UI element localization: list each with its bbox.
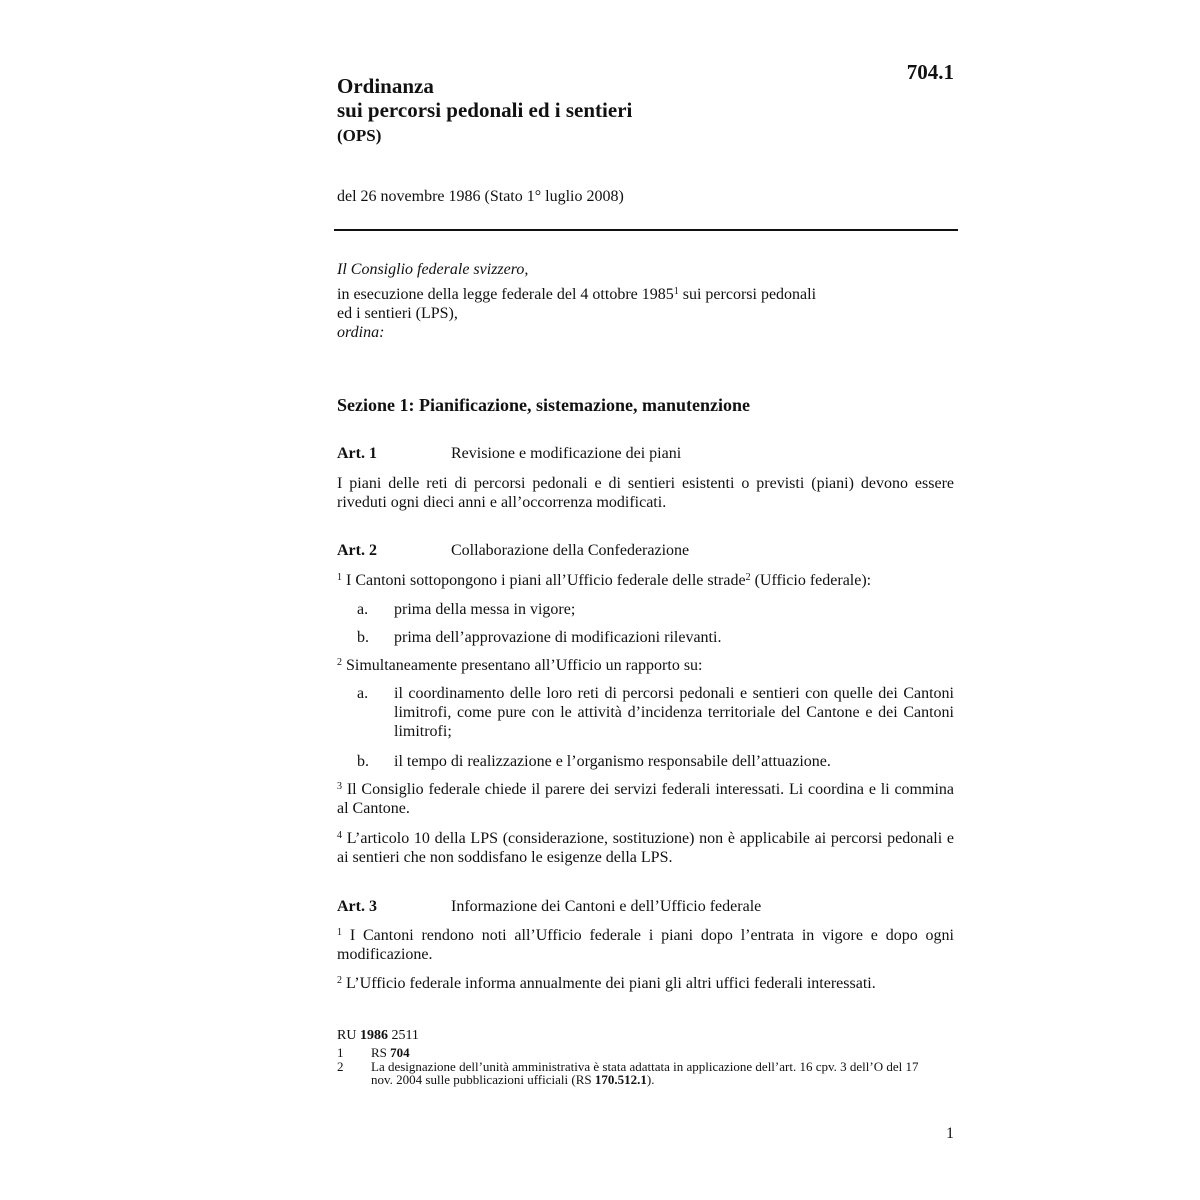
footnote-bold-ref: 170.512.1 — [594, 1072, 647, 1087]
art2-paragraph-1 — [337, 571, 954, 590]
art1-title: Revisione e modificazione dei piani — [451, 445, 682, 462]
art3-heading — [337, 898, 761, 916]
list-item — [357, 600, 954, 619]
preamble-basis — [337, 285, 897, 304]
art2-paragraph-4 — [337, 829, 954, 867]
art2-p3-text: Il Consiglio federale chiede il parere dei servizi federali interessati. Li coordina e li commina al Cantone. — [337, 781, 954, 817]
ru-prefix: RU — [337, 1028, 360, 1043]
preamble-basis-text: in esecuzione della legge federale del 4 ottobre 1985 — [337, 286, 674, 303]
paragraph-number: 2 — [337, 975, 342, 986]
art2-number: Art. 2 — [337, 542, 377, 559]
list-text: prima dell’approvazione di modificazioni rilevanti. — [394, 629, 722, 646]
list-text: prima della messa in vigore; — [394, 601, 576, 618]
date-line: del 26 novembre 1986 (Stato 1° luglio 2008) — [337, 188, 624, 205]
art2-paragraph-3 — [337, 780, 954, 818]
preamble-basis-line2: ed i sentieri (LPS), — [337, 305, 458, 322]
paragraph-number: 2 — [337, 657, 342, 668]
art1-text: I piani delle reti di percorsi pedonali e di sentieri esistenti o previsti (piani) devono essere riveduti ogni dieci anni e all’occorrenza modificati. — [337, 475, 954, 511]
art2-p1-text-a: I Cantoni sottopongono i piani all’Ufficio federale delle strade — [342, 572, 746, 589]
preamble — [337, 260, 897, 342]
paragraph-number: 1 — [337, 572, 342, 583]
sr-number: 704.1 — [906, 60, 954, 84]
ru-year: 1986 — [359, 1028, 388, 1043]
art3-paragraph-2 — [337, 974, 954, 993]
footnote-text-part: RS — [371, 1045, 391, 1060]
document-title — [337, 74, 857, 150]
paragraph-number: 3 — [337, 781, 342, 792]
title-line-2: sui percorsi pedonali ed i sentieri — [337, 98, 633, 122]
preamble-authority: Il Consiglio federale svizzero, — [337, 261, 529, 278]
list-letter: b. — [357, 753, 369, 770]
official-compilation-ref — [337, 1028, 937, 1044]
footnote-text — [371, 1060, 937, 1086]
footnote-ref-1[interactable]: 1 — [673, 286, 679, 297]
footnote — [337, 1060, 937, 1086]
footnote-text-end: ). — [646, 1072, 655, 1087]
list-text: il tempo di realizzazione e l’organismo responsabile dell’attuazione. — [394, 753, 831, 770]
footnote-ref-2[interactable]: 2 — [745, 572, 751, 583]
list-letter: a. — [357, 685, 369, 702]
page-number: 1 — [946, 1125, 954, 1142]
list-text: il coordinamento delle loro reti di percorsi pedonali e sentieri con quelle dei Cantoni limitrofi, come pure con le attività d’incidenza territoriale del Cantone e dei Cantoni limitrofi; — [394, 685, 954, 740]
section-title: Sezione 1: Pianificazione, sistemazione, manutenzione — [337, 395, 750, 415]
art2-p4-text: L’articolo 10 della LPS (considerazione, sostituzione) non è applicabile ai percorsi pedonali e ai sentieri che non soddisfano le esigenze della LPS. — [337, 830, 954, 866]
art3-title: Informazione dei Cantoni e dell’Ufficio federale — [451, 898, 762, 915]
art3-p1-text: I Cantoni rendono noti all’Ufficio federale i piani dopo l’entrata in vigore e dopo ogni modificazione. — [337, 927, 954, 963]
footnote-number: 1 — [337, 1045, 344, 1060]
art2-heading — [337, 542, 689, 560]
footnote-number: 2 — [337, 1059, 344, 1074]
list-item — [357, 684, 954, 741]
footnote-text — [371, 1046, 937, 1059]
preamble-basis-text-2: sui percorsi pedonali — [678, 286, 817, 303]
art3-p2-text: L’Ufficio federale informa annualmente dei piani gli altri uffici federali interessati. — [342, 975, 876, 992]
paragraph-number: 1 — [337, 927, 342, 938]
list-item — [357, 628, 954, 647]
header-divider — [334, 229, 958, 231]
art3-number: Art. 3 — [337, 898, 377, 915]
art2-p2-text: Simultaneamente presentano all’Ufficio un rapporto su: — [342, 657, 703, 674]
ru-page: 2511 — [387, 1028, 419, 1043]
footnote — [337, 1046, 937, 1059]
title-abbreviation: (OPS) — [337, 126, 382, 145]
paragraph-number: 4 — [337, 830, 342, 841]
footnotes-area — [337, 1028, 937, 1086]
art1-heading — [337, 445, 681, 463]
title-line-1: Ordinanza — [337, 74, 434, 98]
list-item — [357, 752, 954, 771]
art2-p1-text-b: (Ufficio federale): — [750, 572, 872, 589]
art2-paragraph-2 — [337, 656, 954, 675]
art3-paragraph-1 — [337, 926, 954, 964]
footnote-text-part: La designazione dell’unità amministrativa è stata adattata in applicazione dell’art. 16 cpv. 3 dell’O del 17 nov. 2004 sulle pubblicazioni ufficiali (RS — [371, 1059, 919, 1087]
art2-title: Collaborazione della Confederazione — [451, 542, 690, 559]
list-letter: b. — [357, 629, 369, 646]
footnote-bold-ref: 704 — [390, 1045, 410, 1060]
art1-number: Art. 1 — [337, 445, 377, 462]
list-letter: a. — [357, 601, 369, 618]
preamble-decrees: ordina: — [337, 324, 385, 341]
